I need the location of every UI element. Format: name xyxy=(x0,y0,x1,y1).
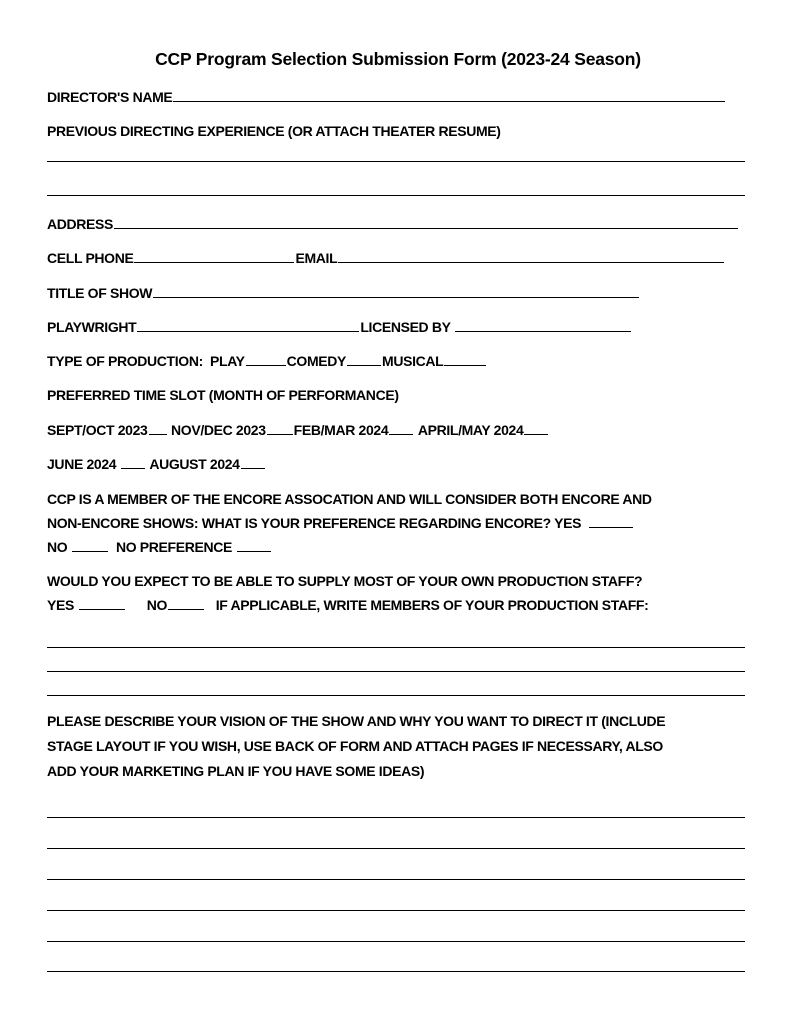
director-name-label: DIRECTOR'S NAME xyxy=(47,89,173,105)
vision-line-a[interactable] xyxy=(47,817,745,818)
staff-line-a[interactable] xyxy=(47,647,745,648)
staff-no-field[interactable] xyxy=(168,596,204,610)
staff-line-1: WOULD YOU EXPECT TO BE ABLE TO SUPPLY MOST OF YOUR OWN PRODUCTION STAFF? xyxy=(47,573,643,589)
playwright-row xyxy=(47,318,632,336)
production-type-label: TYPE OF PRODUCTION: xyxy=(47,353,203,369)
august-field[interactable] xyxy=(241,455,265,469)
play-option-field[interactable] xyxy=(246,352,286,366)
june-field[interactable] xyxy=(121,455,145,469)
comedy-option-label: COMEDY xyxy=(286,353,347,369)
nov-dec-field[interactable] xyxy=(267,421,293,435)
production-type-row xyxy=(47,352,487,370)
encore-line-2: NON-ENCORE SHOWS: WHAT IS YOUR PREFERENCE REGARDING ENCORE? YES xyxy=(47,515,582,531)
staff-line-c[interactable] xyxy=(47,695,745,696)
encore-no-field[interactable] xyxy=(72,538,108,552)
vision-line-c[interactable] xyxy=(47,879,745,880)
cell-phone-label: CELL PHONE xyxy=(47,250,134,266)
cell-phone-field[interactable] xyxy=(134,249,294,263)
vision-line-1: PLEASE DESCRIBE YOUR VISION OF THE SHOW AND WHY YOU WANT TO DIRECT IT (INCLUDE xyxy=(47,713,666,729)
email-label: EMAIL xyxy=(295,250,338,266)
april-may-label: APRIL/MAY 2024 xyxy=(417,422,524,438)
director-name-row xyxy=(47,88,726,106)
encore-line-3-row xyxy=(47,538,272,556)
address-row xyxy=(47,215,739,233)
encore-yes-field[interactable] xyxy=(589,514,633,528)
vision-line-b[interactable] xyxy=(47,848,745,849)
musical-option-label: MUSICAL xyxy=(382,353,444,369)
vision-line-f[interactable] xyxy=(47,971,745,972)
title-of-show-field[interactable] xyxy=(153,284,639,298)
musical-option-field[interactable] xyxy=(444,352,486,366)
encore-line-1: CCP IS A MEMBER OF THE ENCORE ASSOCATION AND WILL CONSIDER BOTH ENCORE AND xyxy=(47,491,652,507)
staff-line-b[interactable] xyxy=(47,671,745,672)
sept-oct-label: SEPT/OCT 2023 xyxy=(47,422,148,438)
playwright-label: PLAYWRIGHT xyxy=(47,319,137,335)
staff-no-label: NO xyxy=(146,597,168,613)
previous-experience-line-1[interactable] xyxy=(47,161,745,162)
june-label: JUNE 2024 xyxy=(47,456,117,472)
previous-experience-label: PREVIOUS DIRECTING EXPERIENCE (OR ATTACH THEATER RESUME) xyxy=(47,123,501,139)
address-field[interactable] xyxy=(114,215,738,229)
contact-row xyxy=(47,249,725,267)
form-title: CCP Program Selection Submission Form (2023-24 Season) xyxy=(155,49,641,69)
licensed-by-field[interactable] xyxy=(455,318,631,332)
staff-yes-field[interactable] xyxy=(79,596,125,610)
august-label: AUGUST 2024 xyxy=(149,456,240,472)
sept-oct-field[interactable] xyxy=(149,421,167,435)
encore-no-preference-label: NO PREFERENCE xyxy=(115,539,232,555)
feb-mar-field[interactable] xyxy=(389,421,413,435)
email-field[interactable] xyxy=(338,249,724,263)
title-of-show-row xyxy=(47,284,640,302)
vision-line-3: ADD YOUR MARKETING PLAN IF YOU HAVE SOME IDEAS) xyxy=(47,763,425,779)
time-slot-row-1 xyxy=(47,421,549,439)
comedy-option-field[interactable] xyxy=(347,352,381,366)
nov-dec-label: NOV/DEC 2023 xyxy=(171,422,266,438)
staff-applicable-label: IF APPLICABLE, WRITE MEMBERS OF YOUR PRODUCTION STAFF: xyxy=(215,597,649,613)
staff-yes-label: YES xyxy=(47,597,74,613)
encore-no-label: NO xyxy=(47,539,68,555)
feb-mar-label: FEB/MAR 2024 xyxy=(293,422,389,438)
vision-line-2: STAGE LAYOUT IF YOU WISH, USE BACK OF FORM AND ATTACH PAGES IF NECESSARY, ALSO xyxy=(47,738,663,754)
vision-line-d[interactable] xyxy=(47,910,745,911)
april-may-field[interactable] xyxy=(524,421,548,435)
play-option-label: PLAY xyxy=(210,353,245,369)
vision-line-e[interactable] xyxy=(47,941,745,942)
time-slot-row-2 xyxy=(47,455,266,473)
address-label: ADDRESS xyxy=(47,216,114,232)
playwright-field[interactable] xyxy=(137,318,359,332)
encore-no-preference-field[interactable] xyxy=(237,538,271,552)
director-name-field[interactable] xyxy=(173,88,725,102)
encore-line-2-row xyxy=(47,514,634,532)
previous-experience-line-2[interactable] xyxy=(47,195,745,196)
staff-line-2-row xyxy=(47,596,648,614)
licensed-by-label: LICENSED BY xyxy=(360,319,451,335)
title-of-show-label: TITLE OF SHOW xyxy=(47,285,153,301)
time-slot-label: PREFERRED TIME SLOT (MONTH OF PERFORMANCE) xyxy=(47,387,399,403)
